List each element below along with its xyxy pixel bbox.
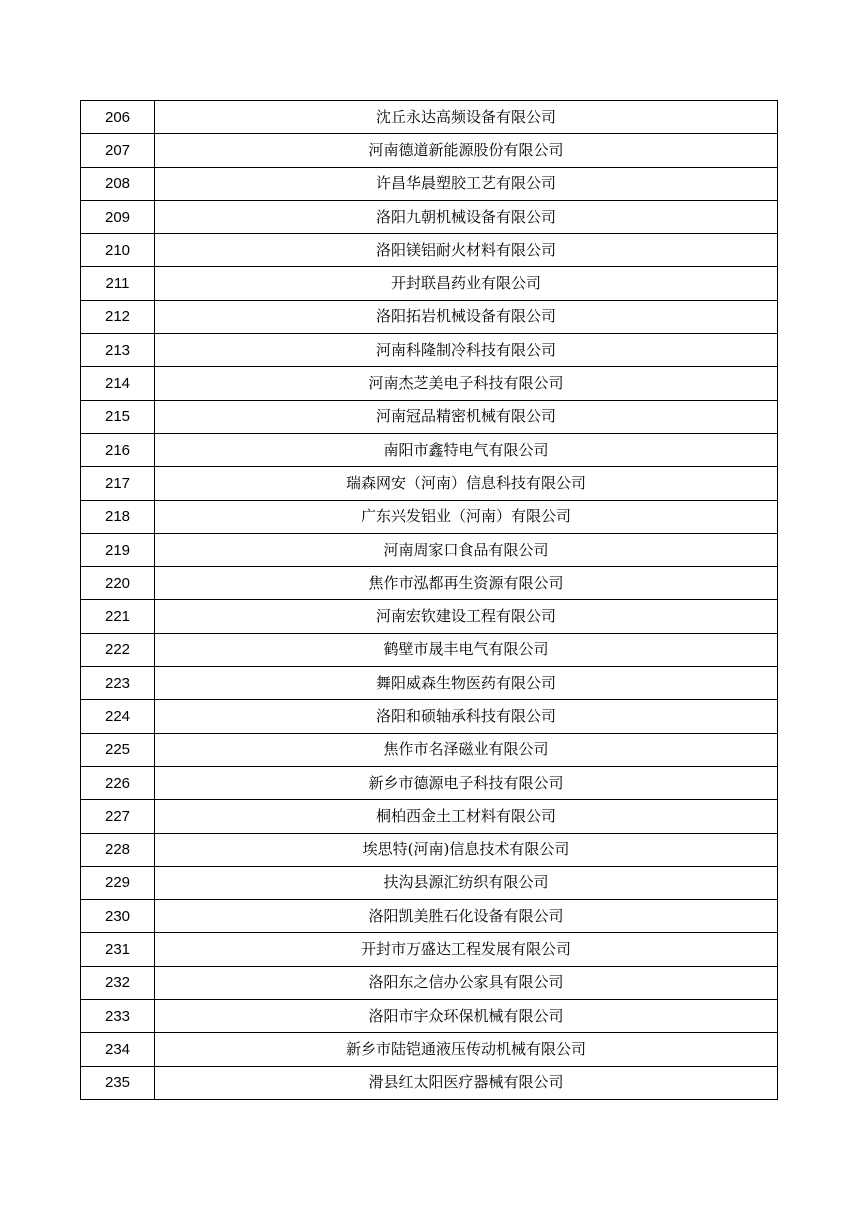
company-name: 扶沟县源汇纺织有限公司 <box>155 866 778 899</box>
table-row <box>81 267 778 300</box>
table-row <box>81 700 778 733</box>
row-number: 210 <box>81 234 155 267</box>
table-row <box>81 367 778 400</box>
company-list-table <box>80 100 778 1100</box>
table-row <box>81 300 778 333</box>
row-number: 235 <box>81 1066 155 1099</box>
table-row <box>81 134 778 167</box>
table-row <box>81 467 778 500</box>
table-row <box>81 866 778 899</box>
company-name: 洛阳市宇众环保机械有限公司 <box>155 1000 778 1033</box>
table-row <box>81 733 778 766</box>
table-row <box>81 167 778 200</box>
table-row <box>81 833 778 866</box>
table-row <box>81 1000 778 1033</box>
row-number: 218 <box>81 500 155 533</box>
company-name: 洛阳东之信办公家具有限公司 <box>155 966 778 999</box>
table-row <box>81 1066 778 1099</box>
table-row <box>81 400 778 433</box>
row-number: 223 <box>81 667 155 700</box>
company-name: 开封市万盛达工程发展有限公司 <box>155 933 778 966</box>
table-row <box>81 600 778 633</box>
company-name: 焦作市名泽磁业有限公司 <box>155 733 778 766</box>
row-number: 214 <box>81 367 155 400</box>
table-row <box>81 933 778 966</box>
table-row <box>81 667 778 700</box>
company-name: 洛阳拓岩机械设备有限公司 <box>155 300 778 333</box>
table-row <box>81 533 778 566</box>
row-number: 225 <box>81 733 155 766</box>
company-name: 河南科隆制冷科技有限公司 <box>155 334 778 367</box>
table-row <box>81 1033 778 1066</box>
table-row <box>81 334 778 367</box>
row-number: 234 <box>81 1033 155 1066</box>
row-number: 233 <box>81 1000 155 1033</box>
company-name: 南阳市鑫特电气有限公司 <box>155 433 778 466</box>
company-name: 开封联昌药业有限公司 <box>155 267 778 300</box>
row-number: 230 <box>81 900 155 933</box>
row-number: 206 <box>81 101 155 134</box>
table-row <box>81 800 778 833</box>
company-name: 瑞森网安（河南）信息科技有限公司 <box>155 467 778 500</box>
company-name: 洛阳镁铝耐火材料有限公司 <box>155 234 778 267</box>
row-number: 232 <box>81 966 155 999</box>
table-row <box>81 234 778 267</box>
company-name: 沈丘永达高频设备有限公司 <box>155 101 778 134</box>
table-row <box>81 633 778 666</box>
row-number: 211 <box>81 267 155 300</box>
row-number: 207 <box>81 134 155 167</box>
company-name: 洛阳九朝机械设备有限公司 <box>155 200 778 233</box>
row-number: 219 <box>81 533 155 566</box>
company-name: 洛阳凯美胜石化设备有限公司 <box>155 900 778 933</box>
company-name: 广东兴发铝业（河南）有限公司 <box>155 500 778 533</box>
table-row <box>81 101 778 134</box>
company-name: 舞阳威森生物医药有限公司 <box>155 667 778 700</box>
company-name: 河南德道新能源股份有限公司 <box>155 134 778 167</box>
company-name: 埃思特(河南)信息技术有限公司 <box>155 833 778 866</box>
company-name: 河南周家口食品有限公司 <box>155 533 778 566</box>
row-number: 217 <box>81 467 155 500</box>
row-number: 215 <box>81 400 155 433</box>
row-number: 221 <box>81 600 155 633</box>
table-row <box>81 200 778 233</box>
company-name: 新乡市德源电子科技有限公司 <box>155 766 778 799</box>
row-number: 212 <box>81 300 155 333</box>
row-number: 213 <box>81 334 155 367</box>
row-number: 222 <box>81 633 155 666</box>
row-number: 228 <box>81 833 155 866</box>
company-name: 滑县红太阳医疗器械有限公司 <box>155 1066 778 1099</box>
table-row <box>81 966 778 999</box>
row-number: 216 <box>81 433 155 466</box>
company-name: 洛阳和硕轴承科技有限公司 <box>155 700 778 733</box>
company-name: 焦作市泓都再生资源有限公司 <box>155 567 778 600</box>
table-body <box>81 101 778 1100</box>
company-name: 新乡市陆铠通液压传动机械有限公司 <box>155 1033 778 1066</box>
company-name: 河南冠品精密机械有限公司 <box>155 400 778 433</box>
company-name: 河南杰芝美电子科技有限公司 <box>155 367 778 400</box>
table-row <box>81 567 778 600</box>
table-row <box>81 900 778 933</box>
row-number: 227 <box>81 800 155 833</box>
row-number: 220 <box>81 567 155 600</box>
row-number: 231 <box>81 933 155 966</box>
row-number: 224 <box>81 700 155 733</box>
row-number: 209 <box>81 200 155 233</box>
row-number: 226 <box>81 766 155 799</box>
table-row <box>81 433 778 466</box>
row-number: 208 <box>81 167 155 200</box>
table-row <box>81 500 778 533</box>
company-name: 桐柏西金土工材料有限公司 <box>155 800 778 833</box>
company-name: 鹤壁市晟丰电气有限公司 <box>155 633 778 666</box>
company-name: 河南宏钦建设工程有限公司 <box>155 600 778 633</box>
table-row <box>81 766 778 799</box>
row-number: 229 <box>81 866 155 899</box>
company-name: 许昌华晨塑胶工艺有限公司 <box>155 167 778 200</box>
